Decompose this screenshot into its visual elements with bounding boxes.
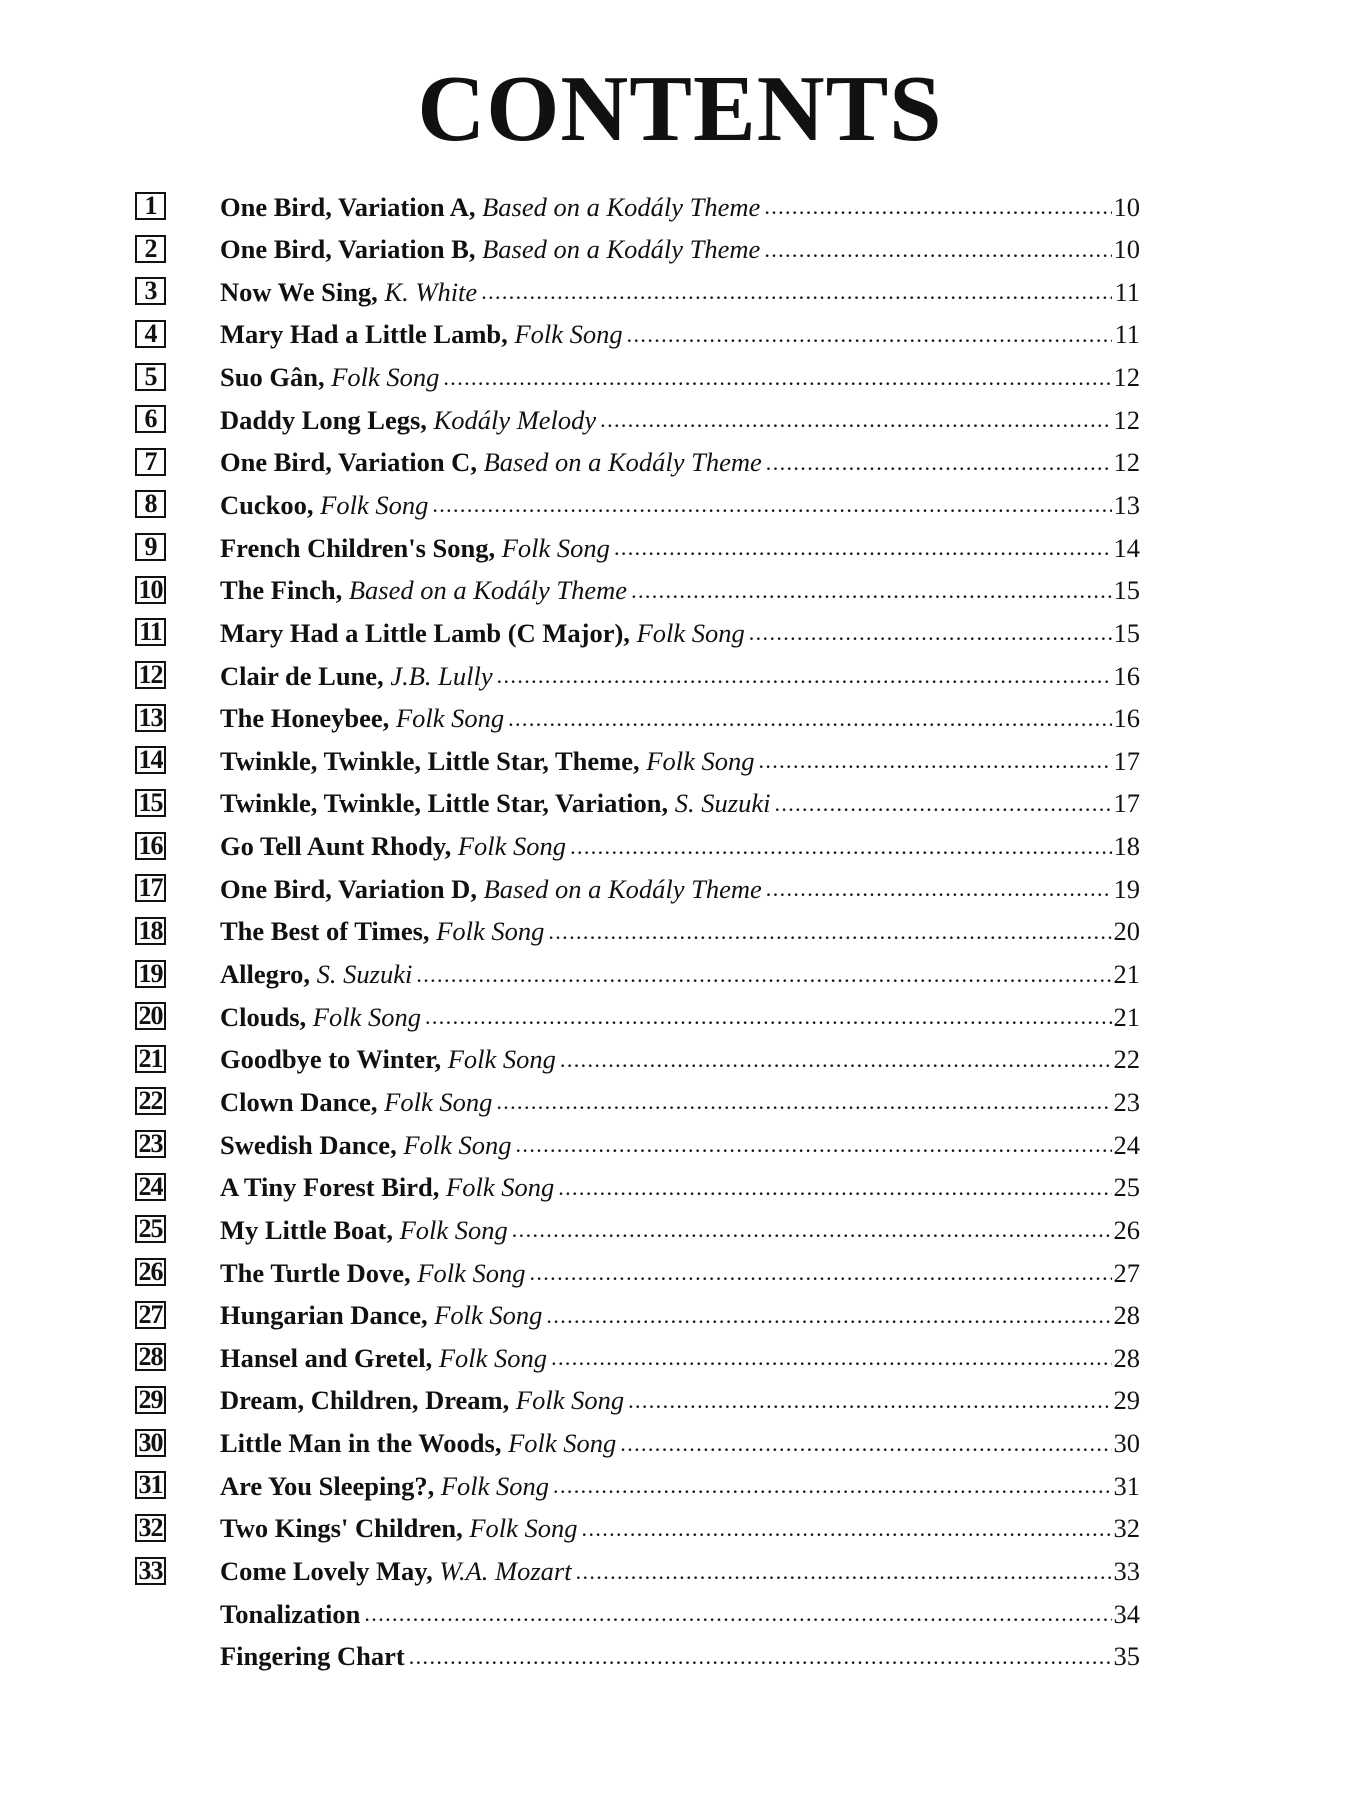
toc-entry	[135, 783, 1140, 826]
toc-entry-text	[220, 399, 1140, 441]
page-number: 17	[1113, 788, 1140, 819]
toc-entry	[135, 229, 1140, 272]
page-number: 30	[1113, 1428, 1140, 1459]
toc-entry	[135, 1337, 1140, 1380]
page-number: 15	[1113, 617, 1140, 648]
song-title: One Bird, Variation C,	[220, 447, 477, 478]
page-number: 24	[1113, 1129, 1140, 1160]
song-credit: Based on a Kodály Theme	[483, 873, 762, 904]
track-number-box: 10	[135, 576, 166, 604]
page-number: 12	[1113, 447, 1140, 478]
song-credit: Folk Song	[515, 1385, 625, 1416]
song-credit: Folk Song	[508, 1428, 617, 1459]
toc-entry-text	[220, 527, 1140, 569]
toc-entry	[135, 612, 1140, 655]
page-number: 25	[1113, 1172, 1140, 1203]
song-credit: Folk Song	[436, 916, 545, 947]
page-number: 12	[1113, 362, 1140, 393]
toc-entry-text	[220, 1209, 1140, 1251]
song-credit: Folk Song	[403, 1129, 512, 1160]
song-credit: S. Suzuki	[674, 788, 771, 819]
song-title: One Bird, Variation B,	[220, 234, 476, 265]
toc-entry	[135, 1124, 1140, 1167]
toc-entry-text	[220, 1423, 1140, 1465]
track-number-box: 5	[135, 363, 166, 391]
dot-leader	[364, 1599, 1111, 1629]
toc-entry-text	[220, 484, 1140, 526]
track-number-box: 8	[135, 490, 166, 518]
dot-leader	[620, 1429, 1111, 1459]
page-number: 28	[1113, 1342, 1140, 1373]
toc-entry	[135, 186, 1140, 229]
song-title: Mary Had a Little Lamb,	[220, 319, 508, 350]
toc-entry-text	[220, 1551, 1140, 1593]
toc-entry-text	[220, 1508, 1140, 1550]
song-credit: Folk Song	[331, 362, 440, 393]
dot-leader	[582, 1514, 1112, 1544]
dot-leader	[600, 405, 1111, 435]
track-number-box: 28	[135, 1343, 166, 1371]
dot-leader	[516, 1130, 1112, 1160]
song-title: Come Lovely May,	[220, 1556, 433, 1586]
song-title: Hungarian Dance,	[220, 1300, 428, 1331]
song-credit: J.B. Lully	[390, 660, 493, 691]
song-title: Goodbye to Winter,	[220, 1044, 442, 1075]
dot-leader	[749, 618, 1112, 648]
song-title: Little Man in the Woods,	[220, 1428, 502, 1459]
toc-entry	[135, 1593, 1140, 1636]
track-number-box: 11	[135, 618, 166, 646]
dot-leader	[409, 1642, 1112, 1672]
toc-entry	[135, 314, 1140, 357]
song-title: One Bird, Variation A,	[220, 191, 476, 222]
track-number-box: 4	[135, 320, 166, 348]
toc-entry-text	[220, 868, 1140, 910]
toc-entry-text	[220, 1337, 1140, 1379]
track-number-box: 17	[135, 874, 166, 902]
song-title: Cuckoo,	[220, 489, 314, 520]
toc-entry-text	[220, 1465, 1140, 1507]
page-number: 20	[1113, 916, 1140, 947]
toc-entry	[135, 1508, 1140, 1551]
dot-leader	[560, 1045, 1112, 1075]
track-number-box: 29	[135, 1386, 166, 1414]
toc-entry	[135, 1551, 1140, 1594]
track-number-box: 20	[135, 1002, 166, 1030]
song-title: Twinkle, Twinkle, Little Star, Theme,	[220, 745, 640, 776]
song-title: Mary Had a Little Lamb (C Major),	[220, 617, 630, 648]
track-number-box: 6	[135, 405, 166, 433]
track-number-box: 23	[135, 1130, 166, 1158]
page-number: 10	[1113, 191, 1140, 222]
toc-entry-text	[220, 271, 1140, 313]
toc-entry	[135, 1209, 1140, 1252]
song-credit: Folk Song	[501, 532, 610, 563]
track-number-box: 27	[135, 1301, 166, 1329]
song-title: Clouds,	[220, 1001, 307, 1032]
toc-entry-text	[220, 229, 1140, 271]
track-number-box: 31	[135, 1471, 166, 1499]
toc-entry	[135, 527, 1140, 570]
toc-entry	[135, 698, 1140, 741]
track-number-box: 26	[135, 1258, 166, 1286]
toc-entry-text	[220, 186, 1140, 228]
dot-leader	[529, 1258, 1111, 1288]
toc-entry	[135, 1380, 1140, 1423]
song-title: Suo Gân,	[220, 362, 325, 393]
track-number-box: 3	[135, 277, 166, 305]
page-number: 23	[1113, 1086, 1140, 1117]
song-credit: Folk Song	[417, 1257, 526, 1288]
song-title: Two Kings' Children,	[220, 1513, 463, 1544]
track-number-box: 25	[135, 1215, 166, 1243]
track-number-box: 14	[135, 746, 166, 774]
page-number: 16	[1113, 660, 1140, 691]
song-title: Hansel and Gretel,	[220, 1342, 433, 1373]
dot-leader	[553, 1471, 1111, 1501]
track-number-box: 24	[135, 1173, 166, 1201]
song-title: Swedish Dance,	[220, 1129, 397, 1160]
song-title: Tonalization	[220, 1598, 361, 1629]
page-number: 10	[1113, 234, 1140, 265]
song-credit: Folk Song	[446, 1172, 555, 1203]
dot-leader	[558, 1173, 1111, 1203]
toc-entry	[135, 996, 1140, 1039]
track-number-box: 12	[135, 661, 166, 689]
song-title: Fingering Chart	[220, 1641, 405, 1672]
song-credit: Folk Song	[447, 1044, 556, 1075]
dot-leader	[766, 874, 1112, 904]
song-credit: W.A. Mozart	[439, 1556, 572, 1586]
song-credit: Based on a Kodály Theme	[483, 447, 762, 478]
toc-entry	[135, 868, 1140, 911]
page-number: 18	[1113, 831, 1140, 862]
track-number-box: 7	[135, 448, 166, 476]
page-number: 26	[1113, 1214, 1140, 1245]
song-credit: Based on a Kodály Theme	[482, 234, 761, 265]
toc-entry-text	[220, 1081, 1140, 1123]
song-credit: Folk Song	[384, 1086, 493, 1117]
page-number: 14	[1113, 532, 1140, 563]
toc-entry	[135, 1636, 1140, 1679]
song-credit: Folk Song	[440, 1470, 550, 1501]
song-credit: Folk Song	[320, 489, 429, 520]
page-number: 11	[1114, 276, 1140, 307]
song-credit: Folk Song	[646, 745, 755, 776]
dot-leader	[546, 1301, 1111, 1331]
dot-leader	[631, 576, 1111, 606]
page-number: 29	[1113, 1385, 1140, 1416]
song-title: Clair de Lune,	[220, 660, 384, 691]
toc-entry-text	[220, 442, 1140, 484]
song-title: Daddy Long Legs,	[220, 404, 427, 435]
toc-entry-text	[220, 357, 1140, 399]
song-credit: Folk Song	[469, 1513, 578, 1544]
toc-entry-text	[220, 570, 1140, 612]
track-number-box: 21	[135, 1045, 166, 1073]
toc-entry	[135, 570, 1140, 613]
page-number: 21	[1113, 1001, 1140, 1032]
song-title: The Finch,	[220, 575, 343, 606]
dot-leader	[570, 832, 1111, 862]
song-title: A Tiny Forest Bird,	[220, 1172, 440, 1203]
page-number: 31	[1113, 1470, 1140, 1501]
toc-entry-text	[220, 1252, 1140, 1294]
track-number-box: 2	[135, 235, 166, 263]
toc-entry-text	[220, 314, 1140, 356]
toc-entry	[135, 954, 1140, 997]
toc-entry-text	[220, 1167, 1140, 1209]
track-number-box: 13	[135, 704, 166, 732]
song-credit: Folk Song	[438, 1342, 548, 1373]
song-credit: Folk Song	[395, 703, 505, 734]
track-number-box: 30	[135, 1429, 166, 1457]
song-title: French Children's Song,	[220, 532, 496, 563]
toc-entry	[135, 911, 1140, 954]
toc-entry-text	[220, 1039, 1140, 1081]
toc-entry-text	[220, 1380, 1140, 1422]
song-credit: Folk Song	[312, 1001, 421, 1032]
dot-leader	[551, 1343, 1111, 1373]
dot-leader	[432, 490, 1111, 520]
dot-leader	[512, 1215, 1112, 1245]
toc-entry	[135, 1465, 1140, 1508]
page-number: 34	[1113, 1598, 1140, 1629]
page-number: 15	[1113, 575, 1140, 606]
dot-leader	[766, 448, 1112, 478]
toc-entry-text	[220, 911, 1140, 953]
toc-entry	[135, 826, 1140, 869]
track-number-box: 15	[135, 789, 166, 817]
page-number: 22	[1113, 1044, 1140, 1075]
toc-entry	[135, 357, 1140, 400]
track-number-box: 1	[135, 192, 166, 220]
song-credit: Folk Song	[434, 1300, 543, 1331]
toc-entry-text	[220, 1593, 1140, 1635]
song-title: One Bird, Variation D,	[220, 873, 477, 904]
toc-entry	[135, 484, 1140, 527]
toc-entry-text	[220, 1636, 1140, 1678]
page-number: 21	[1113, 959, 1140, 990]
toc-entry-text	[220, 954, 1140, 996]
dot-leader	[496, 1087, 1111, 1117]
toc-entry	[135, 1295, 1140, 1338]
toc-entry	[135, 1039, 1140, 1082]
dot-leader	[416, 960, 1111, 990]
song-credit: Folk Song	[457, 831, 567, 862]
toc-entry	[135, 655, 1140, 698]
song-credit: Folk Song	[399, 1214, 508, 1245]
song-title: The Honeybee,	[220, 703, 390, 734]
dot-leader	[614, 533, 1112, 563]
toc-entry-text	[220, 612, 1140, 654]
dot-leader	[627, 320, 1113, 350]
song-title: Allegro,	[220, 959, 311, 990]
song-credit: Based on a Kodály Theme	[482, 191, 761, 222]
toc-entry-text	[220, 1124, 1140, 1166]
page-number: 32	[1113, 1513, 1140, 1544]
page-number: 13	[1113, 489, 1140, 520]
song-credit: Kodály Melody	[433, 404, 597, 435]
toc-entry-text	[220, 996, 1140, 1038]
dot-leader	[774, 789, 1111, 819]
page-number: 27	[1113, 1257, 1140, 1288]
toc-entry	[135, 1252, 1140, 1295]
page-number: 33	[1113, 1556, 1140, 1586]
dot-leader	[481, 277, 1112, 307]
page-title: CONTENTS	[417, 57, 943, 161]
track-number-box: 19	[135, 960, 166, 988]
song-title: Go Tell Aunt Rhody,	[220, 831, 452, 862]
song-credit: K. White	[384, 276, 478, 307]
song-title: The Best of Times,	[220, 916, 430, 947]
toc-entry	[135, 1167, 1140, 1210]
song-title: Now We Sing,	[220, 276, 378, 307]
page-number: 19	[1113, 873, 1140, 904]
toc-entry-text	[220, 783, 1140, 825]
page-number: 12	[1113, 404, 1140, 435]
page-number: 28	[1113, 1300, 1140, 1331]
toc-entry	[135, 1081, 1140, 1124]
track-number-box: 18	[135, 917, 166, 945]
page-number: 16	[1113, 703, 1140, 734]
toc-entry	[135, 740, 1140, 783]
song-title: Dream, Children, Dream,	[220, 1385, 510, 1416]
toc-entry-text	[220, 1295, 1140, 1337]
song-title: My Little Boat,	[220, 1214, 393, 1245]
dot-leader	[628, 1386, 1111, 1416]
dot-leader	[508, 704, 1111, 734]
page-number: 35	[1113, 1641, 1140, 1672]
dot-leader	[758, 746, 1111, 776]
table-of-contents	[135, 186, 1140, 1678]
page-number: 17	[1113, 745, 1140, 776]
page-number: 11	[1114, 319, 1140, 350]
toc-entry-text	[220, 740, 1140, 782]
dot-leader	[497, 661, 1112, 691]
toc-entry	[135, 271, 1140, 314]
dot-leader	[764, 235, 1111, 265]
track-number-box: 16	[135, 832, 166, 860]
song-title: The Turtle Dove,	[220, 1257, 411, 1288]
song-credit: Folk Song	[636, 617, 745, 648]
dot-leader	[443, 363, 1111, 393]
song-credit: Based on a Kodály Theme	[348, 575, 628, 606]
song-title: Twinkle, Twinkle, Little Star, Variation,	[220, 788, 669, 819]
track-number-box: 22	[135, 1087, 166, 1115]
toc-entry-text	[220, 698, 1140, 740]
song-credit: Folk Song	[514, 319, 623, 350]
song-credit: S. Suzuki	[316, 959, 413, 990]
dot-leader	[576, 1557, 1112, 1587]
track-number-box: 32	[135, 1514, 166, 1542]
dot-leader	[425, 1002, 1112, 1032]
song-title: Clown Dance,	[220, 1086, 378, 1117]
song-title: Are You Sleeping?,	[220, 1470, 435, 1501]
toc-entry	[135, 442, 1140, 485]
dot-leader	[548, 917, 1111, 947]
track-number-box: 9	[135, 533, 166, 561]
track-number-box: 33	[135, 1557, 166, 1585]
toc-entry	[135, 1423, 1140, 1466]
toc-entry-text	[220, 826, 1140, 868]
toc-entry	[135, 399, 1140, 442]
toc-entry-text	[220, 655, 1140, 697]
dot-leader	[764, 192, 1111, 222]
